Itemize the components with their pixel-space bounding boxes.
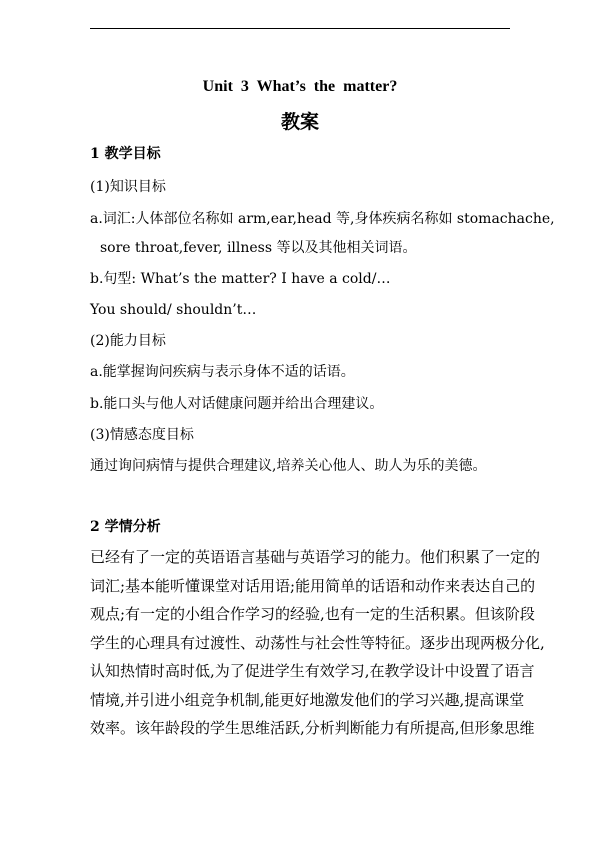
analysis-line: 情境,并引进小组竞争机制,能更好地激发他们的学习兴趣,提高课堂: [90, 690, 525, 709]
vocab-line-1: a.词汇:人体部位名称如 arm,ear,head 等,身体疾病名称如 stomachache,: [90, 211, 555, 227]
ability-item-a: a.能掌握询问疾病与表示身体不适的话语。: [90, 364, 355, 380]
subheading-knowledge: (1)知识目标: [90, 179, 166, 195]
ability-item-b: b.能口头与他人对话健康问题并给出合理建议。: [90, 396, 384, 412]
pattern-continuation: You should/ shouldn’t…: [90, 302, 257, 318]
analysis-line: 词汇;基本能听懂课堂对话用语;能用简单的话语和动作来表达自己的: [90, 576, 536, 595]
analysis-line: 认知热情时高时低,为了促进学生有效学习,在教学设计中设置了语言: [90, 662, 535, 680]
analysis-line: 效率。该年龄段的学生思维活跃,分析判断能力有所提高,但形象思维: [90, 719, 535, 737]
vocab-line-2: sore throat,fever, illness 等以及其他相关词语。: [100, 240, 417, 256]
section-heading-analysis: 2 学情分析: [90, 519, 161, 535]
section-heading-objectives: 1 教学目标: [90, 146, 161, 162]
subheading-ability: (2)能力目标: [90, 333, 166, 349]
analysis-line: 学生的心理具有过渡性、动荡性与社会性等特征。逐步出现两极分化,: [90, 633, 545, 652]
document-subtitle: 教案: [280, 111, 319, 133]
subheading-attitude: (3)情感态度目标: [90, 427, 194, 443]
document-title: Unit 3 What’s the matter?: [202, 78, 398, 95]
analysis-line: 观点;有一定的小组合作学习的经验,也有一定的生活积累。但该阶段: [90, 605, 535, 623]
pattern-line: b.句型: What’s the matter? I have a cold/…: [90, 271, 391, 287]
analysis-line: 已经有了一定的英语语言基础与英语学习的能力。他们积累了一定的: [90, 548, 541, 566]
attitude-text: 通过询问病情与提供合理建议,培养关心他人、助人为乐的美德。: [90, 458, 487, 474]
header-rule: [90, 28, 510, 29]
